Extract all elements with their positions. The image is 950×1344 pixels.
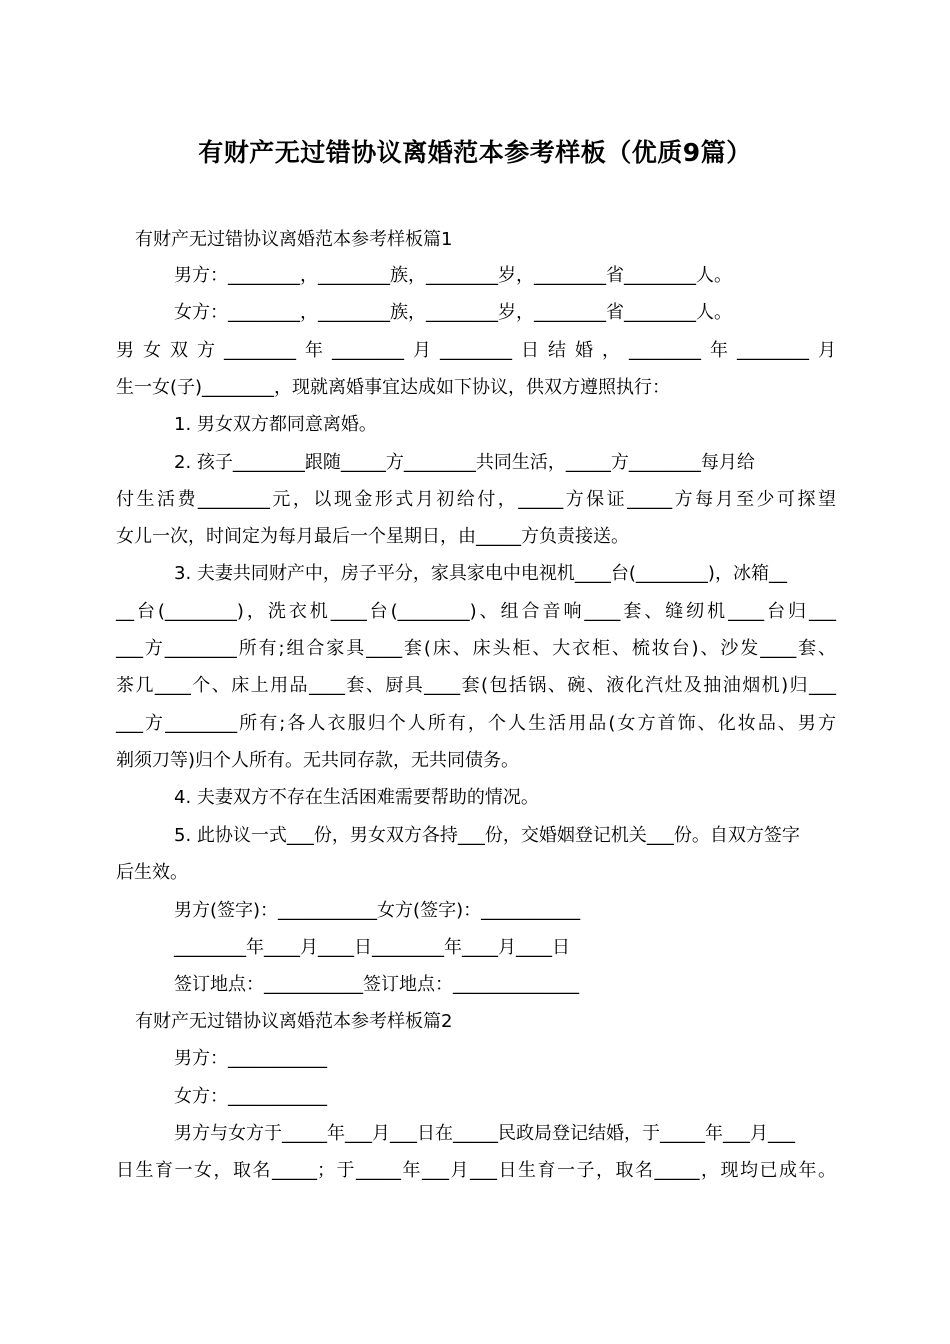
section-heading: 有财产无过错协议离婚范本参考样板篇1 (135, 229, 453, 250)
paragraph-line: 男方(签字)：___________女方(签字)：___________ (174, 900, 581, 921)
paragraph-line: 剃须刀等)归个人所有。无共同存款，无共同债务。 (116, 750, 520, 771)
paragraph-line: 3. 夫妻共同财产中，房子平分，家具家电中电视机____台(________)，冰箱__ (174, 563, 787, 584)
paragraph-line: ________年____月____日________年____月____日 (174, 937, 570, 958)
paragraph-line: ___方________所有;组合家具____套(床、床头柜、大衣柜、梳妆台)、沙发____套、 (116, 638, 836, 659)
paragraph-line: 后生效。 (116, 862, 188, 883)
paragraph-line: 生一女(子)________，现就离婚事宜达成如下协议，供双方遵照执行： (116, 377, 671, 398)
paragraph-line: 付生活费________元，以现金形式月初给付，_____方保证_____方每月至少可探望 (116, 489, 836, 510)
section-heading: 有财产无过错协议离婚范本参考样板篇2 (135, 1011, 453, 1032)
paragraph-line: 4. 夫妻双方不存在生活困难需要帮助的情况。 (174, 787, 539, 808)
paragraph-line: ___方________所有;各人衣服归个人所有，个人生活用品(女方首饰、化妆品、男方 (116, 713, 836, 734)
paragraph-line: 5. 此协议一式___份，男女双方各持___份，交婚姻登记机关___份。自双方签字 (174, 825, 800, 846)
paragraph-line: 男方：________，________族，________岁，________省________人。 (174, 265, 732, 286)
paragraph-line: 女儿一次，时间定为每月最后一个星期日，由_____方负责接送。 (116, 526, 629, 547)
paragraph-line: 2. 孩子________跟随_____方________共同生活，_____方________每月给 (174, 452, 755, 473)
paragraph-line: 男方与女方于_____年___月___日在_____民政局登记结婚，于_____年___月___ (174, 1123, 795, 1144)
paragraph-line: 1. 男女双方都同意离婚。 (174, 414, 377, 435)
paragraph-line: __台(________)，洗衣机____台(________)、组合音响____套、缝纫机____台归___ (116, 601, 836, 622)
paragraph-line: 男方：___________ (174, 1048, 327, 1069)
paragraph-line: 日生育一女，取名_____；于_____年___月___日生育一子，取名_____，现均已成年。 (116, 1160, 836, 1181)
paragraph-line: 签订地点：___________签订地点：______________ (174, 974, 579, 995)
paragraph-line: 茶几____个、床上用品____套、厨具____套(包括锅、碗、液化汽灶及抽油烟机)归___ (116, 675, 836, 696)
document-title: 有财产无过错协议离婚范本参考样板（优质9篇） (198, 138, 752, 167)
paragraph-line: 女方：________，________族，________岁，________省________人。 (174, 302, 732, 323)
paragraph-line: 男女双方________年________月________日结婚，________年________月 (116, 340, 836, 361)
paragraph-line: 女方：___________ (174, 1086, 327, 1107)
